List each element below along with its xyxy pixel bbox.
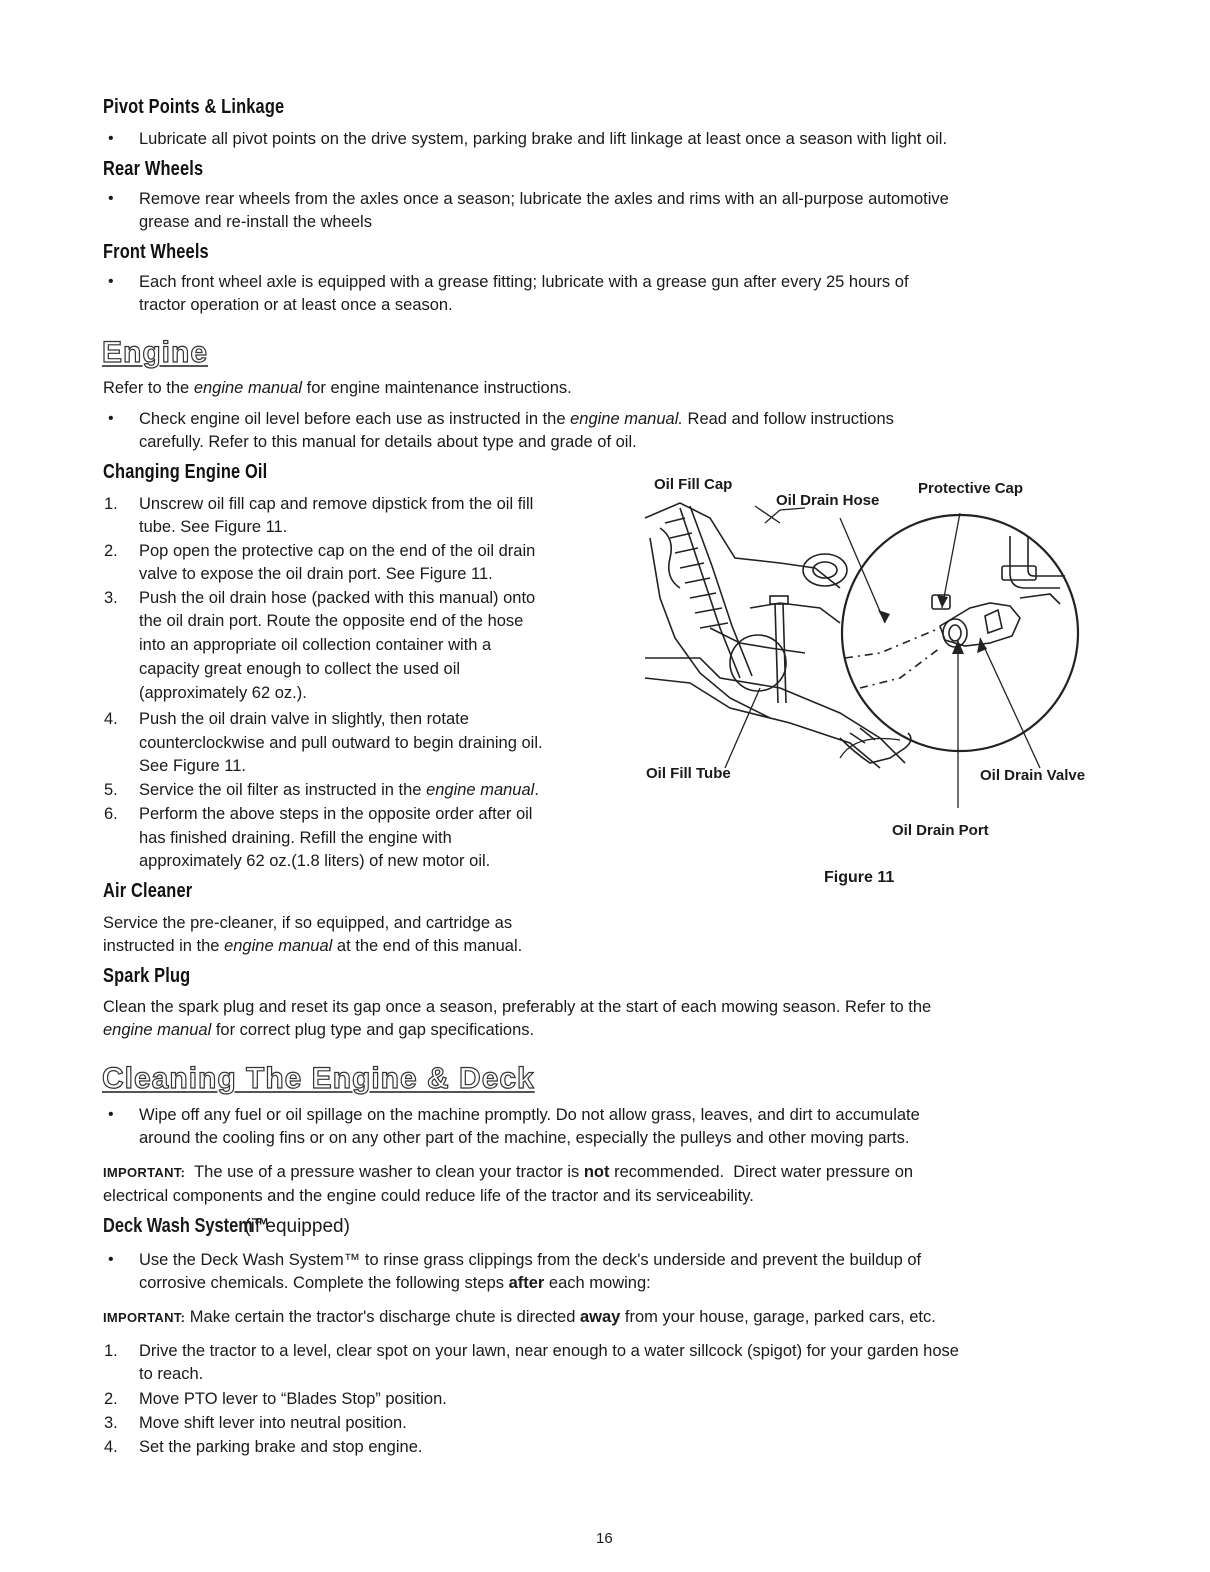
deck-step-3: Move shift lever into neutral position. [139, 1414, 407, 1432]
deck-step-2: Move PTO lever to “Blades Stop” position. [139, 1390, 447, 1408]
leader-oil-drain-hose-short [765, 508, 805, 523]
rear-wheels-line1: Remove rear wheels from the axles once a season; lubricate the axles and rims with an all-purpose automotive [139, 190, 949, 208]
bullet-marker: • [108, 190, 114, 207]
bullet-marker: • [108, 410, 114, 427]
heading-engine: Engine [102, 336, 209, 369]
oil-step-1-line2: tube. See Figure 11. [139, 518, 288, 536]
oil-step-5: Service the oil filter as instructed in the engine manual. [139, 781, 539, 799]
heading-pivot-points: Pivot Points & Linkage [103, 96, 285, 118]
figure-11-engine-oil-diagram [640, 478, 1120, 818]
spark-plug-line2: engine manual for correct plug type and gap specifications. [103, 1021, 535, 1039]
deck-wash-important: IMPORTANT: Make certain the tractor's discharge chute is directed away from your house, garage, parked cars, etc. [103, 1308, 936, 1326]
cleaning-important-line2: electrical components and the engine could reduce life of the tractor and its serviceability. [103, 1187, 754, 1205]
oil-step-3-line2: the oil drain port. Route the opposite end of the hose [139, 612, 524, 630]
oil-step-6-line1: Perform the above steps in the opposite order after oil [139, 805, 533, 823]
heading-rear-wheels: Rear Wheels [103, 158, 204, 180]
cleaning-bullet-line1: Wipe off any fuel or oil spillage on the machine promptly. Do not allow grass, leaves, and dirt to accumulate [139, 1106, 920, 1124]
engine-bullet-line2: carefully. Refer to this manual for details about type and grade of oil. [139, 433, 637, 451]
oil-step-6-line2: has finished draining. Refill the engine with [139, 829, 452, 847]
front-wheels-line1: Each front wheel axle is equipped with a grease fitting; lubricate with a grease gun after every 25 hours of [139, 273, 909, 291]
heading-front-wheels: Front Wheels [103, 241, 209, 263]
oil-step-1-line1: Unscrew oil fill cap and remove dipstick from the oil fill [139, 495, 534, 513]
engine-intro: Refer to the engine manual for engine maintenance instructions. [103, 379, 572, 397]
step-number: 2. [104, 542, 118, 560]
step-number: 6. [104, 805, 118, 823]
step-number: 1. [104, 495, 118, 513]
heading-changing-engine-oil: Changing Engine Oil [103, 461, 268, 483]
step-number: 4. [104, 1438, 118, 1456]
front-wheels-line2: tractor operation or at least once a season. [139, 296, 453, 314]
oil-step-4-line3: See Figure 11. [139, 757, 247, 775]
dashed-leader-1 [845, 628, 940, 658]
oil-step-3-line5: (approximately 62 oz.). [139, 684, 307, 702]
deck-wash-bullet-line2: corrosive chemicals. Complete the following steps after each mowing: [139, 1274, 651, 1292]
heading-air-cleaner: Air Cleaner [103, 880, 193, 902]
deck-step-1-line2: to reach. [139, 1365, 204, 1383]
oil-step-4-line1: Push the oil drain valve in slightly, then rotate [139, 710, 469, 728]
bullet-marker: • [108, 1106, 114, 1123]
leader-oil-fill-tube [725, 688, 760, 768]
step-number: 5. [104, 781, 118, 799]
heading-cleaning-engine-deck: Cleaning The Engine & Deck [102, 1062, 535, 1095]
engine-top-outline [645, 503, 840, 588]
deck-wash-bullet-line1: Use the Deck Wash System™ to rinse grass clippings from the deck's underside and prevent the buildup of [139, 1251, 922, 1269]
page-number: 16 [596, 1530, 613, 1547]
oil-step-3-line3: into an appropriate oil collection container with a [139, 636, 492, 654]
label-oil-drain-port-text: Oil Drain Port [892, 822, 989, 839]
step-number: 3. [104, 589, 118, 607]
figure-caption: Figure 11 [824, 869, 895, 886]
deck-wash-heading-suffix: (if equipped) [239, 1216, 350, 1237]
step-number: 3. [104, 1414, 118, 1432]
label-oil-fill-tube: Oil Fill Tube [646, 765, 731, 782]
label-oil-drain-valve: Oil Drain Valve [980, 767, 1086, 784]
arrowhead-drain-hose [878, 610, 890, 623]
deck-step-4: Set the parking brake and stop engine. [139, 1438, 423, 1456]
step-number: 1. [104, 1342, 118, 1360]
step-number: 4. [104, 710, 118, 728]
bullet-marker: • [108, 130, 114, 147]
cleaning-bullet-line2: around the cooling fins or on any other part of the machine, especially the pulleys and other moving parts. [139, 1129, 910, 1147]
deck-wash-heading-row [103, 1215, 350, 1238]
oil-step-2-line1: Pop open the protective cap on the end of the oil drain [139, 542, 536, 560]
oil-step-6-line3: approximately 62 oz.(1.8 liters) of new motor oil. [139, 852, 491, 870]
engine-screen [803, 554, 847, 586]
cleaning-important-line1: IMPORTANT: The use of a pressure washer to clean your tractor is not recommended. Direct water pressure on [103, 1163, 914, 1181]
deck-step-1-line1: Drive the tractor to a level, clear spot on your lawn, near enough to a water sillcock (spigot) for your garden hose [139, 1342, 959, 1360]
frame-rail [645, 658, 905, 763]
label-oil-drain-hose: Oil Drain Hose [776, 492, 880, 509]
air-cleaner-line2: instructed in the engine manual at the end of this manual. [103, 937, 523, 955]
rear-wheels-line2: grease and re-install the wheels [139, 213, 372, 231]
magnified-detail-circle [842, 515, 1078, 751]
heading-spark-plug: Spark Plug [103, 965, 191, 987]
step-number: 2. [104, 1390, 118, 1408]
engine-bullet-line1: Check engine oil level before each use as instructed in the engine manual. Read and follow instructions [139, 410, 894, 428]
leader-protective-cap [942, 513, 960, 608]
arrowhead-protective-cap [937, 595, 948, 608]
spark-plug-line1: Clean the spark plug and reset its gap once a season, preferably at the start of each mowing season. Refer to the [103, 998, 932, 1016]
label-oil-fill-cap: Oil Fill Cap [654, 476, 733, 493]
label-protective-cap: Protective Cap [918, 480, 1024, 497]
oil-step-3-line1: Push the oil drain hose (packed with this manual) onto [139, 589, 536, 607]
bullet-marker: • [108, 273, 114, 290]
oil-step-4-line2: counterclockwise and pull outward to begin draining oil. [139, 734, 543, 752]
bullet-marker: • [108, 1251, 114, 1268]
oil-step-3-line4: capacity great enough to collect the used oil [139, 660, 461, 678]
air-cleaner-line1: Service the pre-cleaner, if so equipped, and cartridge as [103, 914, 513, 932]
oil-step-2-line2: valve to expose the oil drain port. See Figure 11. [139, 565, 493, 583]
heading-deck-wash-system: Deck Wash System™ [103, 1215, 270, 1237]
pivot-bullet-text: Lubricate all pivot points on the drive system, parking brake and lift linkage at least once a season with light oil. [139, 130, 948, 148]
